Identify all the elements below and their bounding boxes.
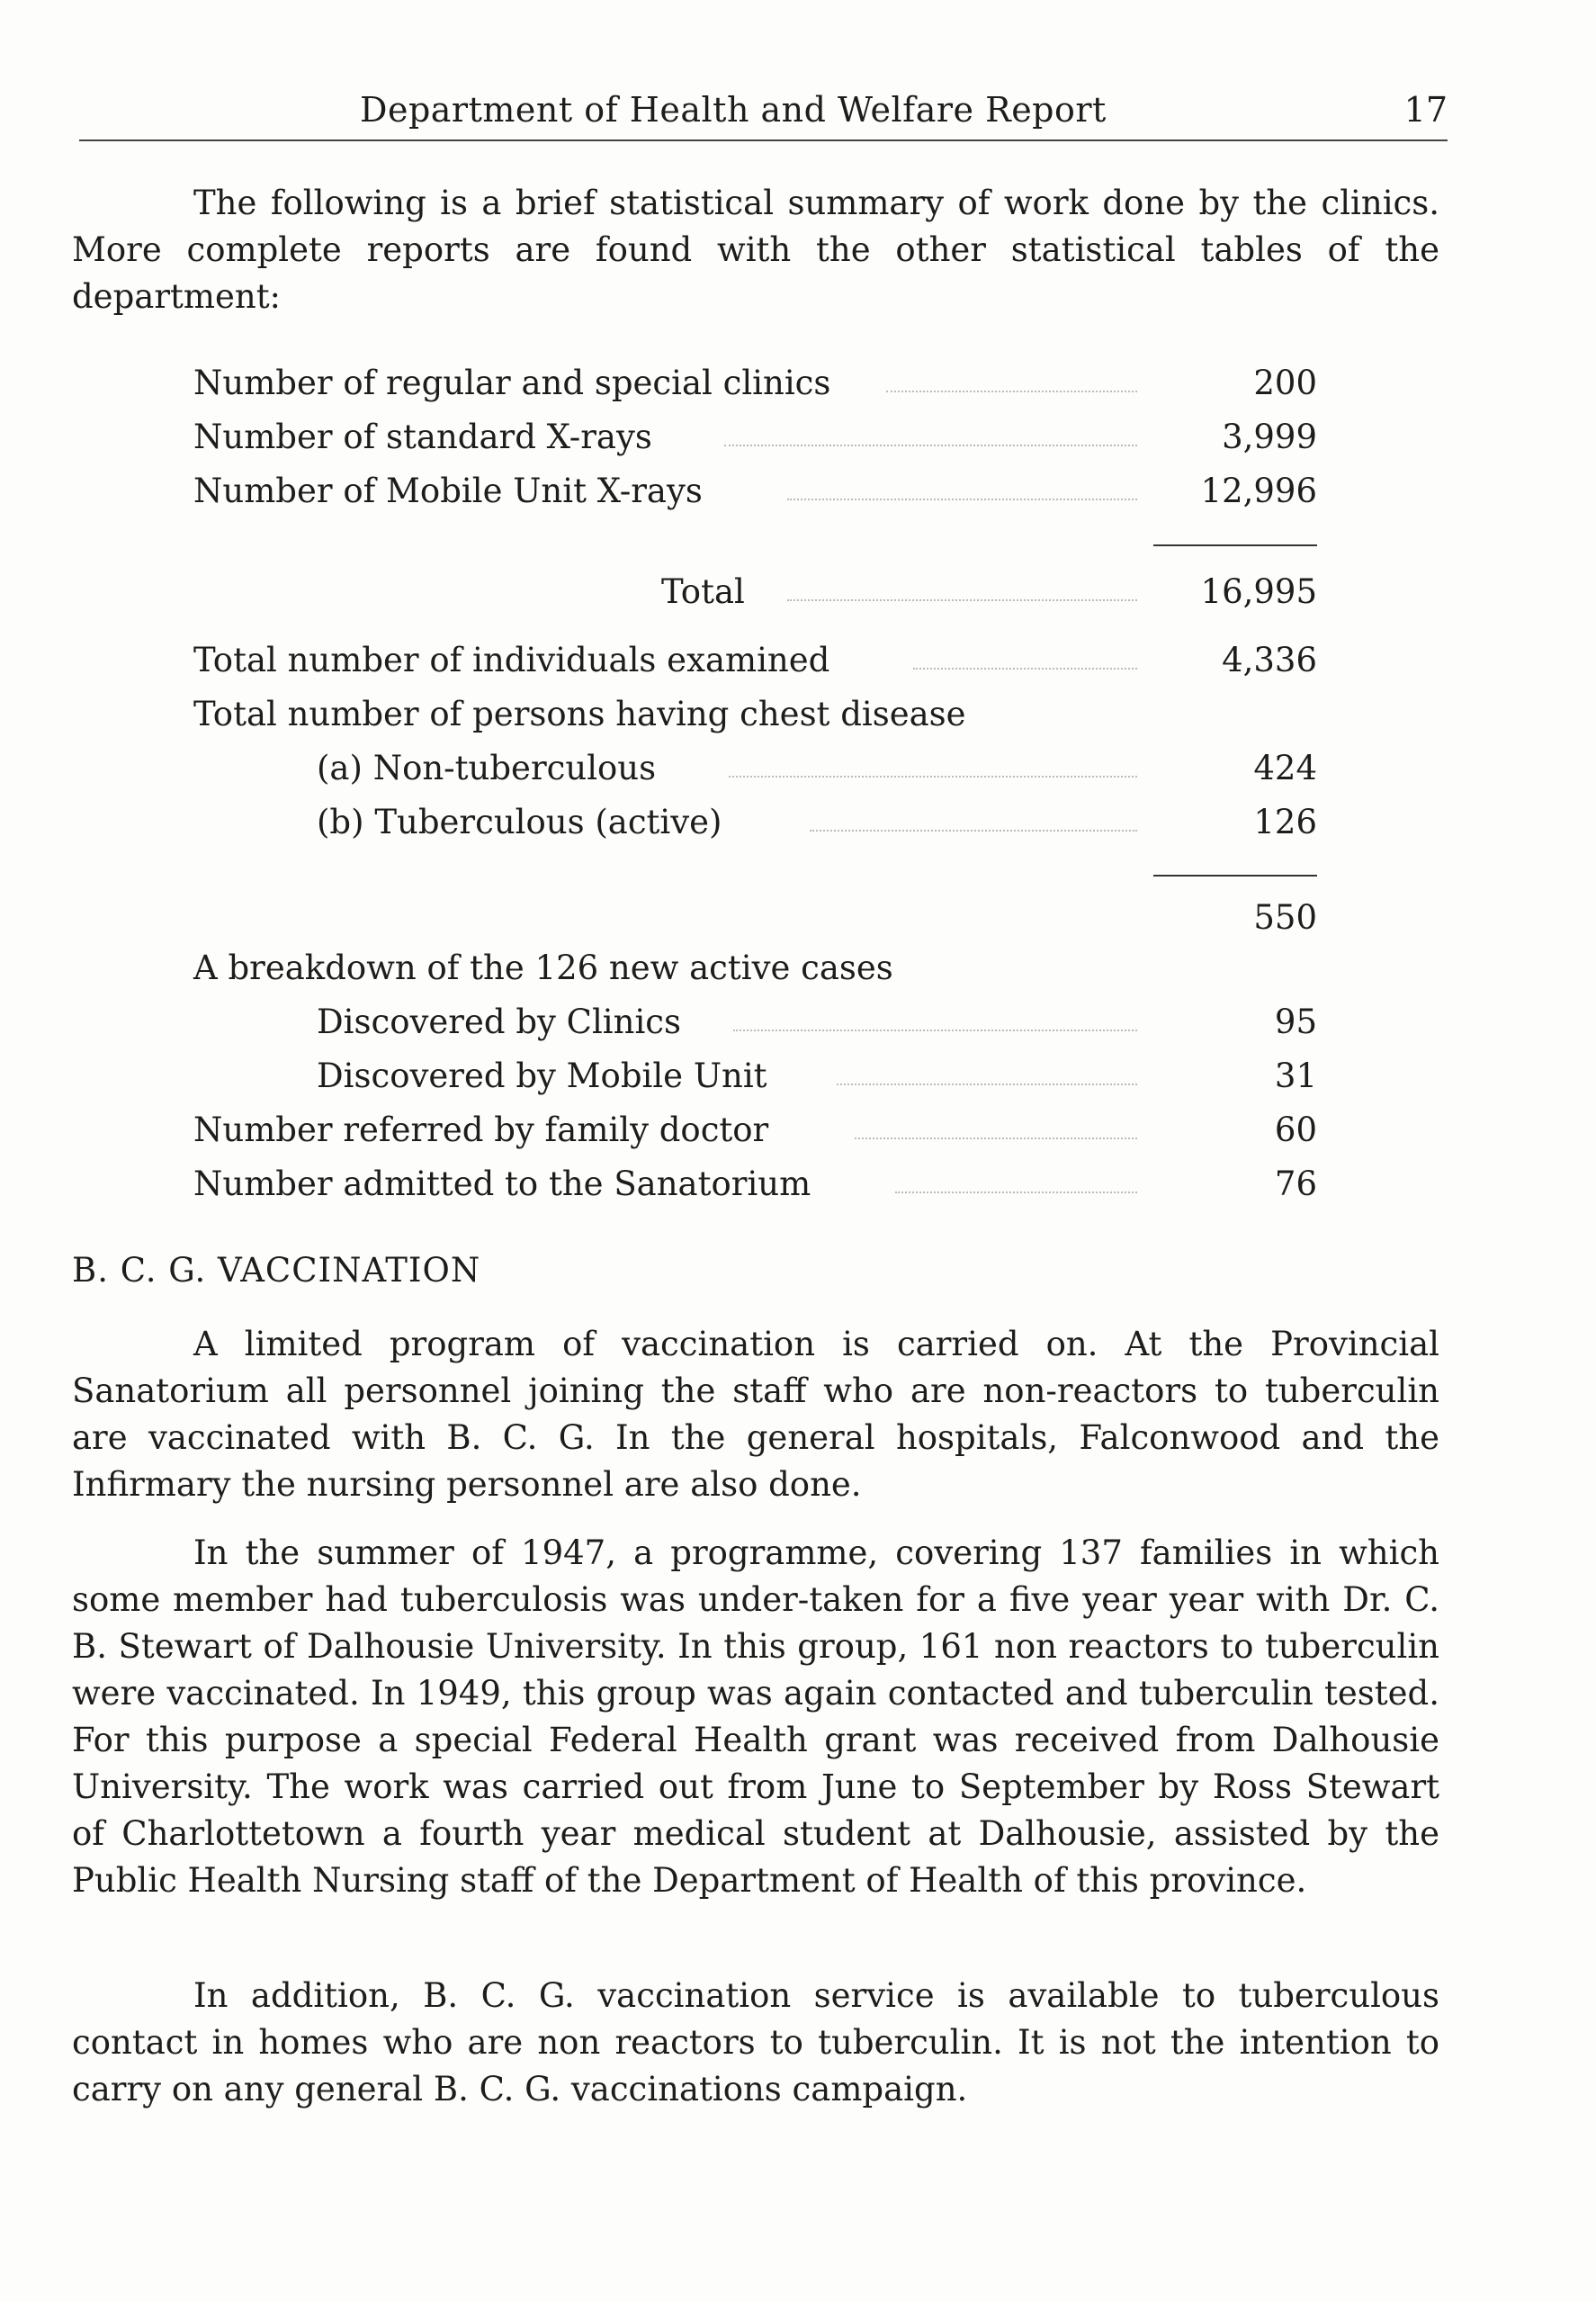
total-label: Total: [661, 572, 745, 611]
header-rule: [79, 139, 1448, 141]
stat-row-subtotal: [193, 895, 1317, 941]
leader-dots: [855, 1138, 1137, 1139]
leader-dots: [787, 499, 1137, 500]
stat-subheading: [193, 691, 1317, 738]
stat-label: Number referred by family doctor: [193, 1111, 769, 1149]
stat-label: Total number of individuals examined: [193, 641, 830, 679]
stat-value: 3,999: [1222, 418, 1317, 456]
stat-row: [193, 637, 1317, 684]
stat-label: Number of regular and special clinics: [193, 364, 831, 402]
chest-disease-total: 550: [1253, 898, 1317, 937]
stat-row: [193, 1107, 1317, 1154]
leader-dots: [837, 1084, 1137, 1085]
chest-disease-heading: Total number of persons having chest disease: [193, 695, 966, 733]
bcg-paragraph: In the summer of 1947, a programme, covering 137 families in which some member had tuberculosis was under-taken for a five year year with Dr. C. B. Stewart of Dalhousie University. In this group, 161 non reactors to tuberculin were vaccinated. In 1949, this group was again contacted and tuberculin tested. For this purpose a special Federal Health grant was received from Dalhousie University. The work was carried out from June to September by Ross Stewart of Charlottetown a fourth year medical student at Dalhousie, assisted by the Public Health Nursing staff of the Department of Health of this province.: [72, 1533, 1439, 1900]
stat-value: 200: [1253, 364, 1317, 402]
leader-dots: [810, 830, 1137, 832]
stat-value: 424: [1253, 749, 1317, 787]
stat-row: [193, 1161, 1317, 1208]
section-heading: B. C. G. VACCINATION: [72, 1251, 481, 1290]
stat-label: (b) Tuberculous (active): [317, 803, 722, 841]
stat-value: 60: [1274, 1111, 1317, 1149]
stat-row: [193, 999, 1317, 1046]
bcg-paragraph: A limited program of vaccination is carried on. At the Provincial Sanatorium all personnel joining the staff who are non-reactors to tuberculin are vaccinated with B. C. G. In the general hospitals, Falconwood and the Infirmary the nursing personnel are also done.: [72, 1325, 1439, 1504]
page-header: [79, 90, 1448, 144]
leader-dots: [787, 599, 1137, 601]
total-value: 16,995: [1200, 572, 1317, 611]
sum-rule: [1153, 875, 1317, 877]
stat-row: [193, 468, 1317, 515]
leader-dots: [913, 668, 1137, 670]
breakdown-heading: A breakdown of the 126 new active cases: [193, 949, 893, 987]
header-title: Department of Health and Welfare Report: [360, 90, 1107, 130]
stat-label: Number of standard X-rays: [193, 418, 652, 456]
stat-label: Discovered by Clinics: [317, 1003, 682, 1041]
stat-label: Number of Mobile Unit X-rays: [193, 472, 703, 510]
leader-dots: [733, 1030, 1137, 1031]
leader-dots: [886, 391, 1137, 392]
stat-row-total: [193, 569, 1317, 616]
page-number: 17: [1403, 90, 1448, 130]
stat-row: [193, 1053, 1317, 1100]
stat-value: 4,336: [1222, 641, 1317, 679]
stat-row: [193, 799, 1317, 846]
leader-dots: [895, 1191, 1137, 1193]
stat-value: 12,996: [1200, 472, 1317, 510]
bcg-paragraph: In addition, B. C. G. vaccination service is available to tuberculous contact in homes who are non reactors to tuberculin. It is not the intention to carry on any general B. C. G. vaccinations campaign.: [72, 1976, 1439, 2109]
leader-dots: [724, 445, 1137, 446]
stat-row: [193, 414, 1317, 461]
stat-value: 95: [1274, 1003, 1317, 1041]
sum-rule: [1153, 544, 1317, 546]
stat-subheading: [193, 945, 1317, 992]
stat-row: [193, 360, 1317, 407]
stat-row: [193, 745, 1317, 792]
stat-value: 31: [1274, 1057, 1317, 1095]
stat-label: (a) Non-tuberculous: [317, 749, 657, 787]
stat-label: Discovered by Mobile Unit: [317, 1057, 767, 1095]
stat-value: 76: [1274, 1164, 1317, 1203]
stat-value: 126: [1253, 803, 1317, 841]
stat-label: Number admitted to the Sanatorium: [193, 1164, 811, 1203]
leader-dots: [729, 776, 1137, 778]
intro-paragraph: The following is a brief statistical summary of work done by the clinics. More complete reports are found with the other statistical tables of the department:: [72, 184, 1439, 316]
